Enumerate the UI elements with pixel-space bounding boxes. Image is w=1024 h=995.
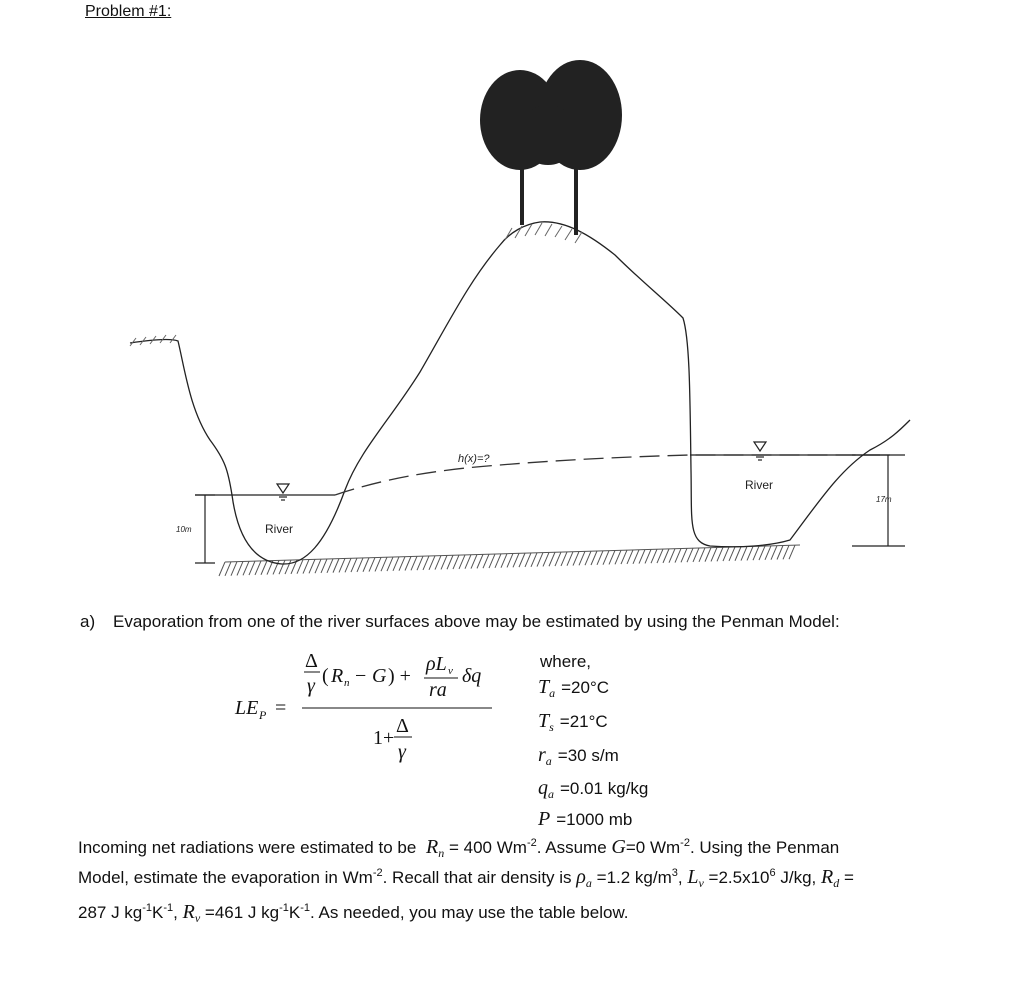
question-marker: a): [80, 612, 96, 631]
water-table-line: [335, 455, 880, 495]
exponent: -1: [279, 902, 289, 914]
condition-row: [538, 808, 632, 831]
hatch-line: [633, 550, 639, 564]
hatch-line: [423, 556, 429, 570]
hatch-line: [615, 550, 621, 564]
condition-subscript: a: [545, 754, 552, 768]
problem-title: Problem #1:: [85, 3, 172, 20]
exponent: -2: [680, 837, 690, 849]
exponent: -1: [142, 902, 153, 914]
hatch-line: [579, 551, 585, 565]
condition-row: [538, 744, 619, 769]
symbol-lv: $L_v$: [687, 866, 704, 890]
text-segment: . As needed, you may use the table below.: [310, 903, 629, 922]
text-segment: . Assume: [536, 838, 607, 857]
svg-text:G: G: [372, 665, 387, 687]
hatch-line: [393, 557, 399, 571]
text-segment: 287 J kg: [78, 903, 143, 922]
hatch-line: [327, 559, 333, 573]
hatch-line: [231, 562, 237, 576]
hatch-line: [321, 559, 327, 573]
hatch-line: [549, 552, 555, 566]
svg-text:δq: δq: [462, 665, 482, 687]
water-level-icon: [277, 484, 289, 500]
hatch-line: [711, 547, 717, 561]
hatch-line: [453, 555, 459, 569]
symbol-rv: $R_v$: [182, 901, 201, 925]
exponent: -2: [372, 867, 383, 879]
condition-subscript: a: [549, 686, 556, 700]
question-intro: Evaporation from one of the river surfaces above may be estimated by using the Penman Model:: [113, 612, 840, 631]
hatch-line: [405, 557, 411, 571]
hatch-line: [387, 557, 393, 571]
condition-symbol: q: [538, 777, 548, 799]
hatch-line: [657, 549, 663, 563]
hatch-line: [519, 553, 525, 567]
hatch-line: [789, 545, 795, 559]
hatch-line: [669, 549, 675, 563]
hatch-line: [447, 555, 453, 569]
text-segment: . Using the Penman: [689, 838, 840, 857]
svg-text:=: =: [275, 697, 287, 719]
hatch-line: [459, 555, 465, 569]
hatch-line: [297, 560, 303, 574]
hatch-line: [483, 554, 489, 568]
hatch-line: [597, 551, 603, 565]
hatch-line: [525, 553, 531, 567]
exponent: 3: [671, 867, 678, 879]
hatch-line: [705, 548, 711, 562]
condition-symbol: r: [538, 744, 546, 766]
condition-symbol: T: [538, 710, 550, 732]
tree-icon: [480, 60, 622, 235]
hatch-line: [249, 561, 255, 575]
hatch-line: [417, 556, 423, 570]
hatch-line: [543, 552, 549, 566]
exponent: -1: [300, 902, 311, 914]
hatch-line: [693, 548, 699, 562]
hatch-line: [237, 561, 243, 575]
condition-symbol: P: [538, 808, 551, 830]
svg-text:−: −: [355, 665, 367, 687]
hatch-line: [441, 555, 447, 569]
text-segment: = 400 Wm: [449, 838, 527, 857]
text-segment: . Recall that air density is: [382, 868, 572, 887]
condition-value: =20°C: [561, 678, 610, 697]
svg-text:(: (: [322, 665, 329, 687]
svg-text:LE: LE: [235, 697, 259, 719]
svg-text:ρL: ρL: [426, 653, 447, 675]
hatch-line: [735, 547, 741, 561]
hatch-line: [621, 550, 627, 564]
hatch-line: [723, 547, 729, 561]
hatch-line: [225, 562, 231, 576]
hatch-line: [333, 559, 339, 573]
paragraph-line-1: [78, 836, 839, 861]
hatch-line: [567, 552, 573, 566]
hatch-line: [399, 557, 405, 571]
depth-left-label: 10m: [176, 525, 192, 534]
text-segment: Incoming net radiations were estimated to be: [78, 838, 417, 857]
svg-text:n: n: [344, 677, 350, 689]
condition-row: [538, 710, 608, 735]
text-segment: =0 Wm: [625, 838, 681, 857]
condition-value: =0.01 kg/kg: [560, 779, 649, 798]
condition-value: =1000 mb: [556, 810, 633, 829]
river-right-label: River: [745, 478, 774, 492]
hatch-line: [507, 553, 513, 567]
hx-label: h(x)=?: [458, 453, 490, 465]
text-segment: =2.5x10: [708, 868, 770, 887]
hatch-line: [279, 560, 285, 574]
left-bank-hatch: [130, 335, 176, 346]
hatch-line: [285, 560, 291, 574]
symbol-g: G: [611, 836, 626, 858]
where-label: where,: [540, 652, 592, 671]
condition-subscript: s: [549, 720, 554, 734]
condition-row: [538, 676, 609, 701]
symbol-rn: $R_n$: [421, 836, 445, 860]
exponent: 6: [769, 867, 776, 879]
hatch-line: [429, 556, 435, 570]
hatch-line: [585, 551, 591, 565]
hatch-line: [531, 553, 537, 567]
svg-text:γ: γ: [398, 741, 406, 763]
condition-row: [538, 777, 648, 802]
hatch-line: [747, 546, 753, 560]
text-segment: =461 J kg: [204, 903, 280, 922]
hatch-line: [375, 557, 381, 571]
hatch-line: [591, 551, 597, 565]
svg-text:) +: ) +: [388, 665, 411, 687]
hilltop-hatch: [505, 223, 582, 243]
hatch-line: [783, 545, 789, 559]
hatch-line: [219, 562, 225, 576]
hatch-line: [645, 549, 651, 563]
hatch-line: [471, 555, 477, 569]
hatch-line: [729, 547, 735, 561]
hatch-line: [675, 549, 681, 563]
hatch-line: [699, 548, 705, 562]
svg-text:v: v: [448, 665, 453, 677]
exponent: -2: [526, 837, 537, 849]
hatch-line: [555, 552, 561, 566]
hatch-line: [357, 558, 363, 572]
depth-right-label: 17m: [876, 495, 892, 504]
hatch-line: [339, 558, 345, 572]
hatch-line: [435, 556, 441, 570]
hatch-line: [255, 561, 261, 575]
hatch-line: [663, 549, 669, 563]
svg-text:P: P: [259, 708, 267, 722]
text-segment: J/kg,: [775, 868, 817, 887]
hatch-line: [465, 555, 471, 569]
condition-subscript: a: [548, 787, 554, 801]
text-segment: K: [288, 903, 301, 922]
hatch-line: [777, 546, 783, 560]
hatch-line: [489, 554, 495, 568]
hatch-line: [609, 550, 615, 564]
hatch-line: [303, 560, 309, 574]
svg-text:Δ: Δ: [396, 715, 409, 737]
hatch-line: [537, 553, 543, 567]
condition-symbol: T: [538, 676, 550, 698]
text-segment: K: [152, 903, 164, 922]
terrain-profile: [130, 222, 910, 564]
hatch-line: [381, 557, 387, 571]
text-segment: =1.2 kg/m: [596, 868, 672, 887]
hatch-line: [603, 551, 609, 565]
hatch-line: [639, 550, 645, 564]
hatch-line: [687, 548, 693, 562]
hatch-line: [363, 558, 369, 572]
svg-text:R: R: [331, 665, 344, 687]
hatch-line: [717, 547, 723, 561]
hatch-line: [681, 548, 687, 562]
hatch-line: [243, 561, 249, 575]
penman-equation: [230, 648, 510, 773]
svg-text:1+: 1+: [373, 727, 395, 749]
exponent: -1: [163, 902, 174, 914]
hatch-line: [759, 546, 765, 560]
hatch-line: [501, 554, 507, 568]
hatch-line: [495, 554, 501, 568]
hatch-line: [651, 549, 657, 563]
hatch-line: [315, 559, 321, 573]
svg-text:Δ: Δ: [305, 650, 318, 672]
hatch-line: [261, 561, 267, 575]
water-level-icon: [754, 442, 766, 460]
hatch-line: [345, 558, 351, 572]
hatch-line: [309, 559, 315, 573]
text-segment: Model, estimate the evaporation in Wm: [78, 868, 373, 887]
svg-text:ra: ra: [429, 679, 447, 701]
hatch-line: [771, 546, 777, 560]
symbol-rd: $R_d$: [821, 866, 840, 890]
condition-value: =21°C: [559, 712, 608, 731]
hatch-line: [573, 552, 579, 566]
hatch-line: [513, 553, 519, 567]
hatch-line: [477, 554, 483, 568]
hatch-line: [561, 552, 567, 566]
condition-value: =30 s/m: [557, 746, 619, 765]
hatch-line: [753, 546, 759, 560]
paragraph-line-3: 287 J $kg^{-1}K^{-1}$, $R_v =461$ J $kg^{-1}K^{-1}$. As needed, you may use the table below.: [78, 901, 629, 925]
hatch-line: [351, 558, 357, 572]
paragraph-line-2: Model, estimate the evaporation in $Wm^{-2}$. Recall that air density is $\rho_a =1.2$ $kg/m^3$, $L_v =2.5x10^6$ J/kg, $R_d$ =: [78, 866, 854, 890]
left-depth-dimension: [195, 495, 215, 563]
ground-hatch: [219, 545, 800, 576]
svg-text:γ: γ: [307, 675, 315, 697]
hatch-line: [765, 546, 771, 560]
hatch-line: [741, 547, 747, 561]
symbol-rho-a: $\rho_a$: [576, 866, 592, 890]
hatch-line: [369, 558, 375, 572]
hatch-line: [411, 556, 417, 570]
river-left-label: River: [265, 522, 294, 536]
hatch-line: [627, 550, 633, 564]
